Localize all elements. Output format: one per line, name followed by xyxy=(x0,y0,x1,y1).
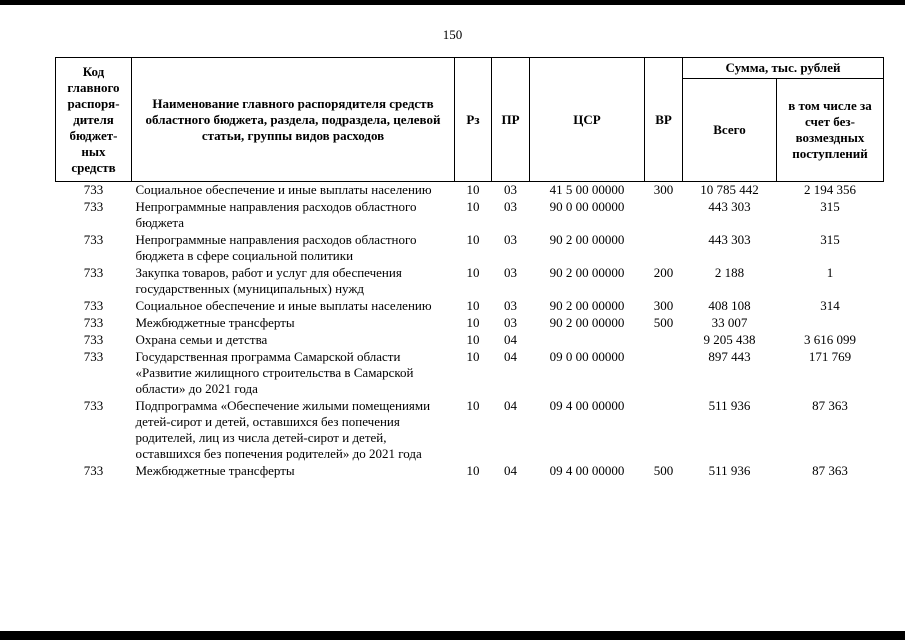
cell-code: 733 xyxy=(83,463,104,478)
cell-incl: 1 xyxy=(826,265,834,280)
cell-csr: 90 0 00 00000 xyxy=(549,199,625,214)
table-row xyxy=(56,265,884,298)
header-csr: ЦСР xyxy=(530,58,645,182)
cell-name: Государственная программа Самарской области «Развитие жилищного строительства в Самарской области» до 2021 года xyxy=(135,349,414,396)
cell-name: Охрана семьи и детства xyxy=(135,332,268,347)
cell-rz: 10 xyxy=(466,315,480,330)
header-incl: в том числе за счет без-возмездных поступлений xyxy=(777,79,884,182)
budget-table xyxy=(55,57,884,480)
cell-code: 733 xyxy=(83,232,104,247)
table-row xyxy=(56,232,884,265)
top-border-bar xyxy=(0,0,905,5)
cell-code: 733 xyxy=(83,398,104,413)
page-number: 150 xyxy=(442,27,463,42)
cell-name: Непрограммные направления расходов областного бюджета в сфере социальной политики xyxy=(135,232,417,263)
cell-total: 511 936 xyxy=(708,463,751,478)
cell-incl: 171 769 xyxy=(808,349,852,364)
cell-name: Социальное обеспечение и иные выплаты населению xyxy=(135,182,432,197)
header-total: Всего xyxy=(683,79,777,182)
cell-rz: 10 xyxy=(466,182,480,197)
cell-code: 733 xyxy=(83,349,104,364)
table-row xyxy=(56,298,884,315)
cell-code: 733 xyxy=(83,265,104,280)
table-row xyxy=(56,463,884,480)
cell-rz: 10 xyxy=(466,199,480,214)
cell-name: Межбюджетные трансферты xyxy=(135,463,295,478)
cell-csr: 09 4 00 00000 xyxy=(549,463,625,478)
cell-incl: 315 xyxy=(820,199,840,214)
cell-vr xyxy=(645,349,683,398)
cell-incl: 314 xyxy=(820,298,840,313)
cell-pr: 04 xyxy=(504,463,517,478)
cell-csr: 09 0 00 00000 xyxy=(549,349,625,364)
cell-csr: 90 2 00 00000 xyxy=(549,315,625,330)
cell-total: 33 007 xyxy=(711,315,748,330)
table-row xyxy=(56,349,884,398)
cell-vr: 300 xyxy=(653,182,674,197)
header-rz: Рз xyxy=(455,58,492,182)
header-vr: ВР xyxy=(645,58,683,182)
cell-code: 733 xyxy=(83,315,104,330)
cell-pr: 03 xyxy=(504,265,517,280)
table-body xyxy=(56,182,884,481)
cell-total: 897 443 xyxy=(708,349,751,364)
cell-pr: 03 xyxy=(504,232,517,247)
cell-pr: 03 xyxy=(504,199,517,214)
cell-pr: 04 xyxy=(504,332,517,347)
cell-code: 733 xyxy=(83,182,104,197)
table-row xyxy=(56,332,884,349)
cell-code: 733 xyxy=(83,332,104,347)
bottom-border-bar xyxy=(0,631,905,640)
cell-csr: 90 2 00 00000 xyxy=(549,232,625,247)
cell-pr: 03 xyxy=(504,298,517,313)
header-name: Наименование главного распорядителя средств областного бюджета, раздела, подраздела, целевой статьи, группы видов расходов xyxy=(132,58,455,182)
cell-pr: 04 xyxy=(504,349,517,364)
table-row xyxy=(56,182,884,200)
table-row xyxy=(56,315,884,332)
cell-incl: 3 616 099 xyxy=(804,332,856,347)
cell-incl: 87 363 xyxy=(812,463,848,478)
cell-total: 511 936 xyxy=(708,398,751,413)
cell-rz: 10 xyxy=(466,298,480,313)
cell-vr: 300 xyxy=(653,298,674,313)
cell-incl: 2 194 356 xyxy=(804,182,856,197)
cell-rz: 10 xyxy=(466,332,480,347)
cell-csr xyxy=(530,332,645,349)
cell-vr: 500 xyxy=(653,315,674,330)
cell-vr xyxy=(645,232,683,265)
header-pr: ПР xyxy=(492,58,530,182)
cell-csr: 41 5 00 00000 xyxy=(549,182,625,197)
cell-rz: 10 xyxy=(466,398,480,413)
cell-incl xyxy=(777,315,884,332)
cell-total: 2 188 xyxy=(714,265,745,280)
cell-rz: 10 xyxy=(466,265,480,280)
cell-name: Непрограммные направления расходов областного бюджета xyxy=(135,199,417,230)
cell-vr xyxy=(645,332,683,349)
table-row xyxy=(56,398,884,463)
cell-name: Межбюджетные трансферты xyxy=(135,315,295,330)
cell-total: 10 785 442 xyxy=(700,182,759,197)
cell-rz: 10 xyxy=(466,232,480,247)
cell-incl: 315 xyxy=(820,232,840,247)
cell-csr: 90 2 00 00000 xyxy=(549,265,625,280)
cell-csr: 09 4 00 00000 xyxy=(549,398,625,413)
cell-rz: 10 xyxy=(466,463,480,478)
cell-vr xyxy=(645,199,683,232)
cell-pr: 03 xyxy=(504,182,517,197)
cell-vr: 500 xyxy=(653,463,674,478)
cell-code: 733 xyxy=(83,199,104,214)
header-code: Код главного распоря-дителя бюджет-ных средств xyxy=(56,58,132,182)
cell-code: 733 xyxy=(83,298,104,313)
cell-csr: 90 2 00 00000 xyxy=(549,298,625,313)
cell-total: 9 205 438 xyxy=(703,332,756,347)
cell-incl: 87 363 xyxy=(812,398,848,413)
cell-vr: 200 xyxy=(653,265,674,280)
cell-name: Социальное обеспечение и иные выплаты населению xyxy=(135,298,432,313)
cell-rz: 10 xyxy=(466,349,480,364)
cell-name: Подпрограмма «Обеспечение жилыми помещениями детей-сирот и детей, оставшихся без попечения родителей, лиц из числа детей-сирот и детей, оставшихся без попечения родителей» до 2021 года xyxy=(135,398,431,461)
table-row xyxy=(56,199,884,232)
cell-total: 408 108 xyxy=(708,298,751,313)
cell-total: 443 303 xyxy=(708,199,751,214)
cell-vr xyxy=(645,398,683,463)
cell-name: Закупка товаров, работ и услуг для обеспечения государственных (муниципальных) нужд xyxy=(135,265,402,296)
cell-total: 443 303 xyxy=(708,232,751,247)
header-sum: Сумма, тыс. рублей xyxy=(683,58,884,79)
cell-pr: 03 xyxy=(504,315,517,330)
cell-pr: 04 xyxy=(504,398,517,413)
